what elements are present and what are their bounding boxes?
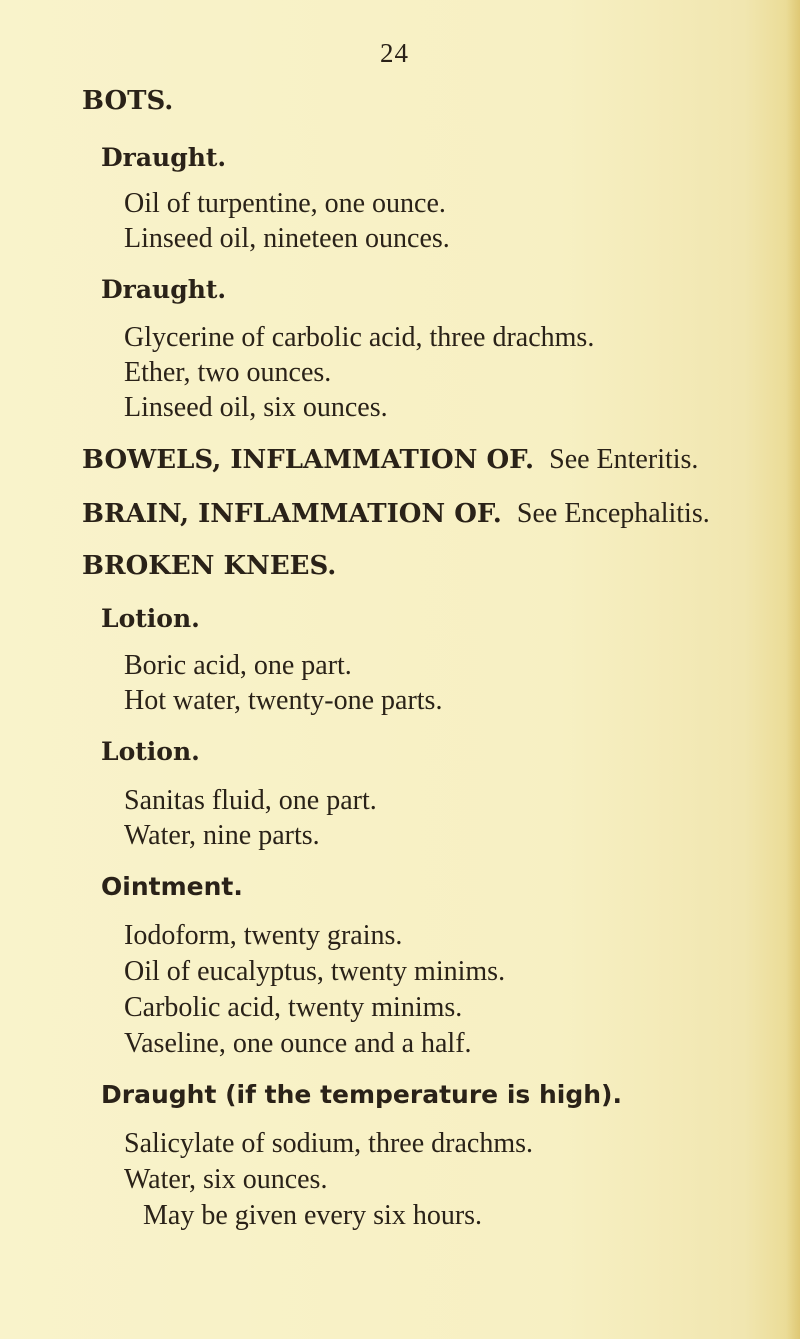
entry-heading-brain: BRAIN, INFLAMMATION OF.	[82, 499, 502, 529]
recipe-line: Water, nine parts.	[124, 820, 320, 851]
section-title-lotion: Lotion.	[101, 604, 200, 633]
section-title-draught-high-temperature: Draught (if the temperature is high).	[101, 1080, 622, 1109]
recipe-line: Salicylate of sodium, three drachms.	[124, 1128, 533, 1159]
recipe-line: Carbolic acid, twenty minims.	[124, 992, 463, 1023]
recipe-line: Oil of turpentine, one ounce.	[124, 188, 446, 219]
see-reference: See Encephalitis.	[516, 498, 710, 529]
section-title-ointment: Ointment.	[101, 872, 243, 901]
recipe-line: Linseed oil, nineteen ounces.	[124, 223, 450, 254]
recipe-note: May be given every six hours.	[143, 1200, 483, 1231]
entry-heading-bowels: BOWELS, INFLAMMATION OF.	[82, 445, 535, 475]
recipe-line: Ether, two ounces.	[124, 357, 332, 388]
page-edge-shadow	[786, 0, 800, 1339]
entry-heading-broken-knees: BROKEN KNEES.	[82, 551, 337, 581]
recipe-line: Boric acid, one part.	[124, 650, 352, 681]
recipe-line: Glycerine of carbolic acid, three drachms.	[124, 322, 595, 353]
entry-heading-bots: BOTS.	[82, 86, 174, 116]
see-reference: See Enteritis.	[549, 444, 699, 475]
section-title-draught: Draught.	[101, 275, 227, 304]
page-number: 24	[380, 38, 409, 68]
recipe-line: Sanitas fluid, one part.	[124, 785, 377, 816]
cross-reference-brain	[82, 498, 710, 530]
recipe-line: Iodoform, twenty grains.	[124, 920, 403, 951]
recipe-line: Hot water, twenty-one parts.	[124, 685, 443, 716]
recipe-line: Oil of eucalyptus, twenty minims.	[124, 956, 506, 987]
recipe-line: Linseed oil, six ounces.	[124, 392, 388, 423]
section-title-lotion: Lotion.	[101, 737, 200, 766]
recipe-line: Water, six ounces.	[124, 1164, 328, 1195]
section-title-draught: Draught.	[101, 143, 227, 172]
cross-reference-bowels	[82, 444, 698, 476]
recipe-line: Vaseline, one ounce and a half.	[124, 1028, 472, 1059]
